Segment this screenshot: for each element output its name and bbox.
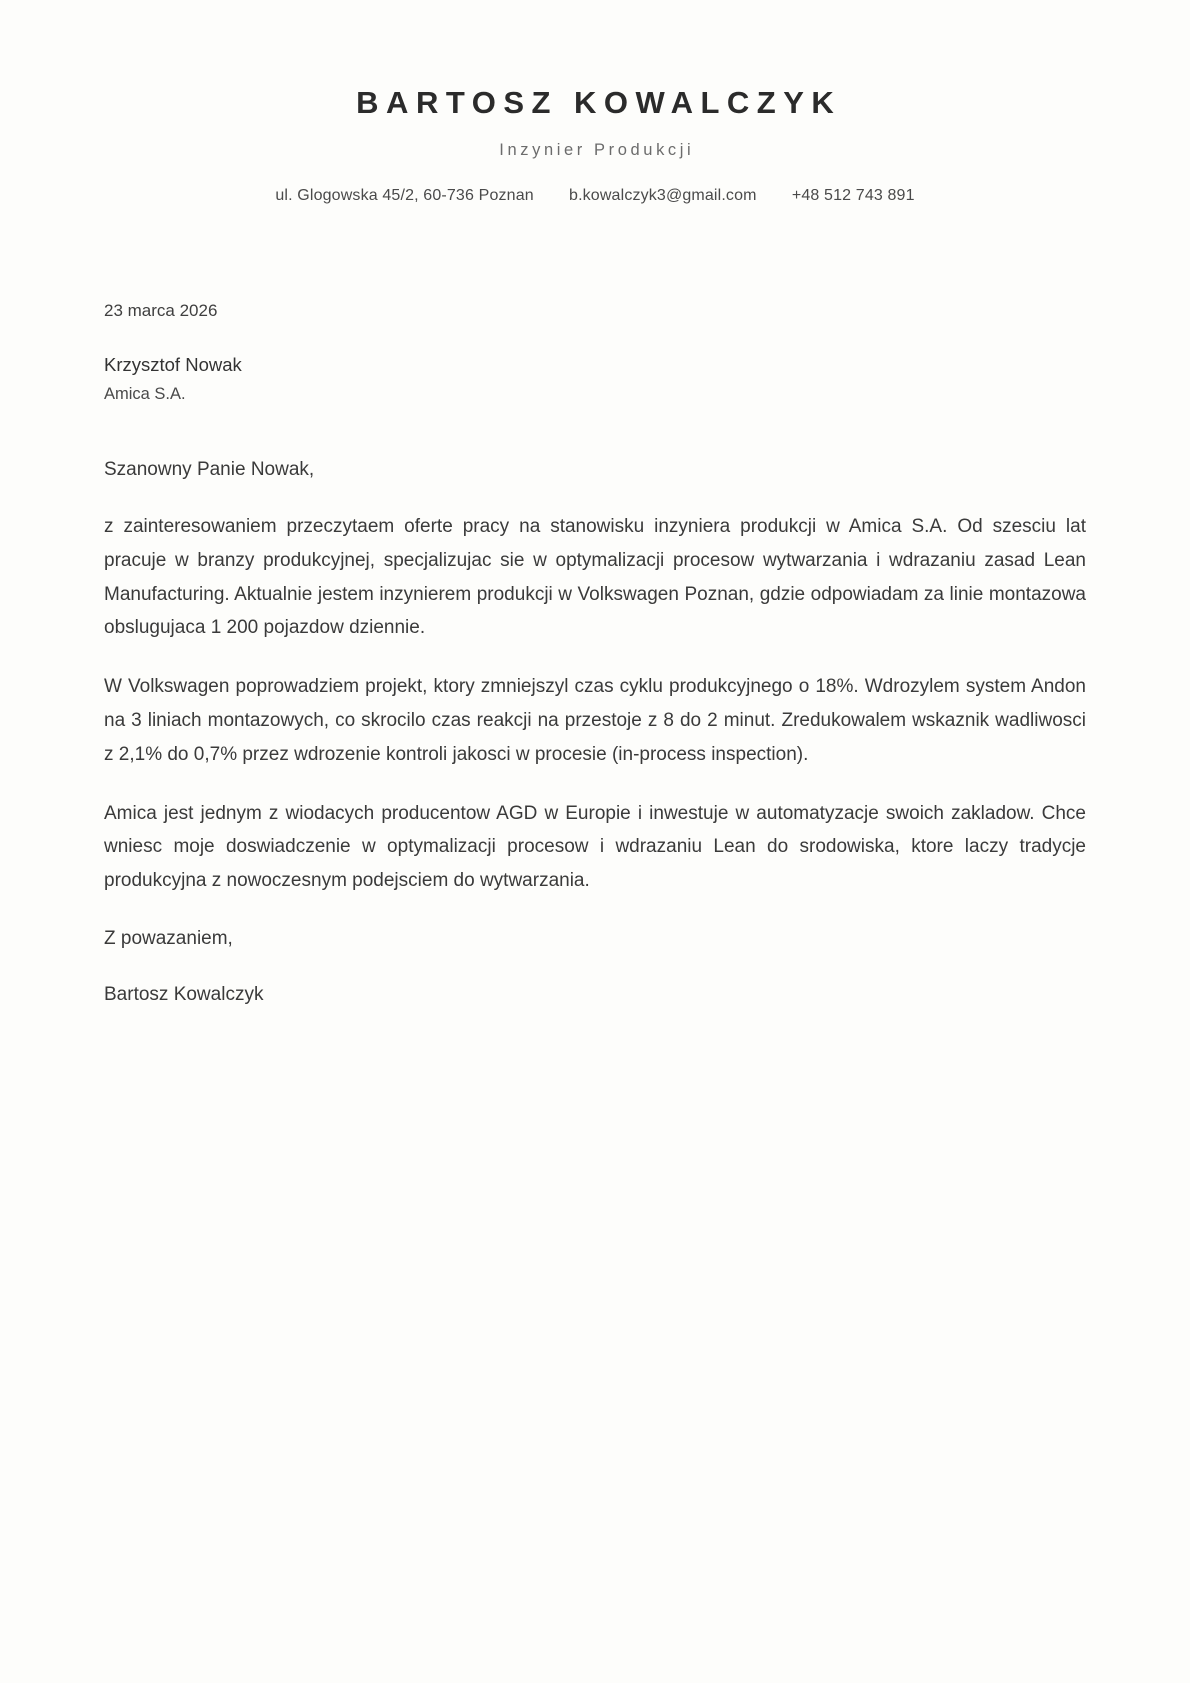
- letter-date: 23 marca 2026: [104, 301, 218, 321]
- body-paragraph: W Volkswagen poprowadziem projekt, ktory zmniejszyl czas cyklu produkcyjnego o 18%. Wdrozylem system Andon na 3 liniach montazowych, co skrocilo czas reakcji na przestoje z 8 do 2 minut. Zredukowalem wskaznik wadliwosci z 2,1% do 0,7% przez wdrozenie kontroli jakosci w procesie (in-process inspection).: [104, 676, 1086, 765]
- body-paragraph: Amica jest jednym z wiodacych producentow AGD w Europie i inwestuje w automatyzacje swoich zakladow. Chce wniesc moje doswiadczenie w optymalizacji procesow i wdrazaniu Lean do srodowiska, ktore laczy tradycje produkcyjna z nowoczesnym podejsciem do wytwarzania.: [104, 802, 1086, 892]
- recipient-company: Amica S.A.: [104, 384, 186, 403]
- candidate-name: BARTOSZ KOWALCZYK: [356, 85, 842, 120]
- candidate-job-title: Inzynier Produkcji: [499, 140, 695, 159]
- contact-phone[interactable]: +48 512 743 891: [791, 187, 915, 205]
- contact-line: [0, 187, 1190, 205]
- recipient-block: [104, 352, 1086, 407]
- closing-line: Z powazaniem,: [104, 928, 233, 950]
- contact-email[interactable]: b.kowalczyk3@gmail.com: [569, 187, 757, 205]
- recipient-name: Krzysztof Nowak: [104, 353, 242, 375]
- letter-body: [0, 299, 1190, 1009]
- salutation: Szanowny Panie Nowak,: [104, 459, 315, 481]
- body-paragraph: z zainteresowaniem przeczytaem oferte pracy na stanowisku inzyniera produkcji w Amica S.A. Od szesciu lat pracuje w branzy produkcyjnej, specjalizujac sie w optymalizacji procesow wytwarzania i wdrazaniu zasad Lean Manufacturing. Aktualnie jestem inzynierem produkcji w Volkswagen Poznan, gdzie odpowiadam za linie montazowa obslugujaca 1 200 pojazdow dziennie.: [104, 515, 1086, 639]
- letter-header: [0, 0, 1190, 205]
- signature-name: Bartosz Kowalczyk: [104, 983, 264, 1005]
- contact-address: ul. Glogowska 45/2, 60-736 Poznan: [275, 187, 534, 205]
